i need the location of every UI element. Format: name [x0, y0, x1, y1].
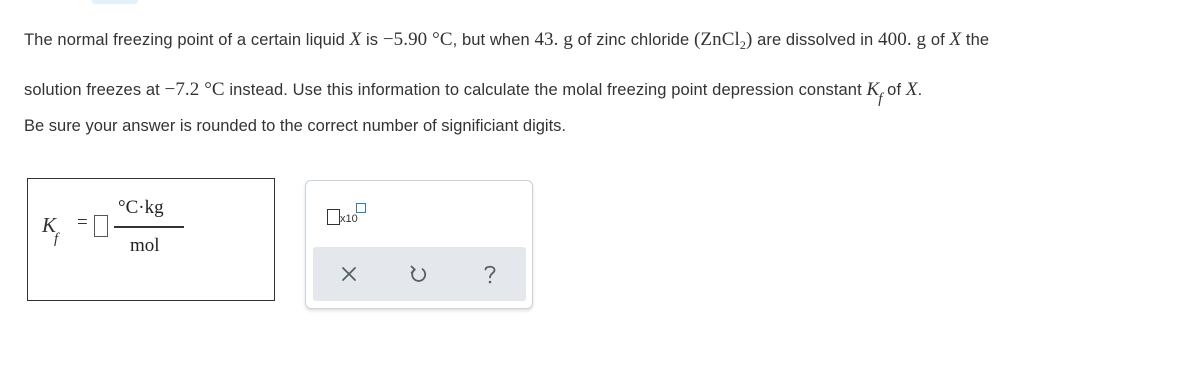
question-text-segment: of zinc chloride — [572, 31, 694, 49]
question-line-1 — [24, 22, 1184, 72]
question-text-segment: of — [926, 31, 950, 49]
formula-main: (ZnCl — [693, 29, 740, 50]
undo-icon — [404, 260, 432, 288]
action-bar — [313, 247, 526, 301]
question-text-segment: are dissolved in — [752, 31, 879, 49]
solvent-mass: 400. g — [878, 29, 927, 50]
variable-x: X — [905, 79, 918, 100]
exponent-box-icon — [356, 203, 366, 213]
question-text-segment: of — [882, 81, 906, 99]
variable-x: X — [349, 29, 362, 50]
solute-formula — [694, 29, 752, 50]
kf-subscript: f — [54, 231, 59, 247]
solute-mass: 43. g — [534, 29, 573, 50]
math-toolbar — [305, 180, 533, 309]
question-text-segment: the — [961, 31, 990, 49]
kf-symbol: K — [42, 213, 57, 237]
question-text-segment: , but when — [452, 31, 535, 49]
answer-area — [27, 178, 275, 301]
clear-button[interactable] — [335, 260, 363, 288]
unit-denominator: mol — [130, 235, 160, 256]
question-text-segment: solution freezes at — [24, 81, 165, 99]
variable-x: X — [949, 29, 962, 50]
help-icon — [476, 260, 504, 288]
answer-input[interactable] — [94, 215, 108, 237]
question-text-segment: . — [917, 81, 923, 99]
question-text-segment: instead. Use this information to calculate the molal freezing point depression constant — [224, 81, 867, 99]
normal-freezing-point: −5.90 °C — [382, 29, 453, 50]
scientific-notation-button[interactable] — [323, 197, 371, 231]
question-text — [24, 22, 1184, 122]
close-icon — [335, 260, 363, 288]
constant-k: K — [866, 79, 880, 100]
help-button[interactable] — [476, 260, 504, 288]
question-text-segment: The normal freezing point of a certain liquid — [24, 31, 350, 49]
rounding-instruction: Be sure your answer is rounded to the correct number of significiant digits. — [24, 117, 567, 135]
unit-numerator: °C·kg — [118, 197, 164, 218]
constant-k-subscript: f — [878, 91, 883, 107]
question-text-segment: is — [361, 31, 383, 49]
equals-sign: = — [77, 212, 88, 233]
question-line-2 — [24, 72, 1184, 122]
mantissa-box-icon — [327, 209, 340, 225]
top-tab-indicator — [92, 0, 138, 4]
fraction-bar — [114, 226, 184, 228]
undo-button[interactable] — [404, 260, 432, 288]
times-ten-label: x10 — [340, 213, 358, 225]
solution-freezing-point: −7.2 °C — [164, 79, 225, 100]
formula-subscript: 2 — [739, 38, 746, 52]
formula-close: ) — [745, 29, 753, 50]
